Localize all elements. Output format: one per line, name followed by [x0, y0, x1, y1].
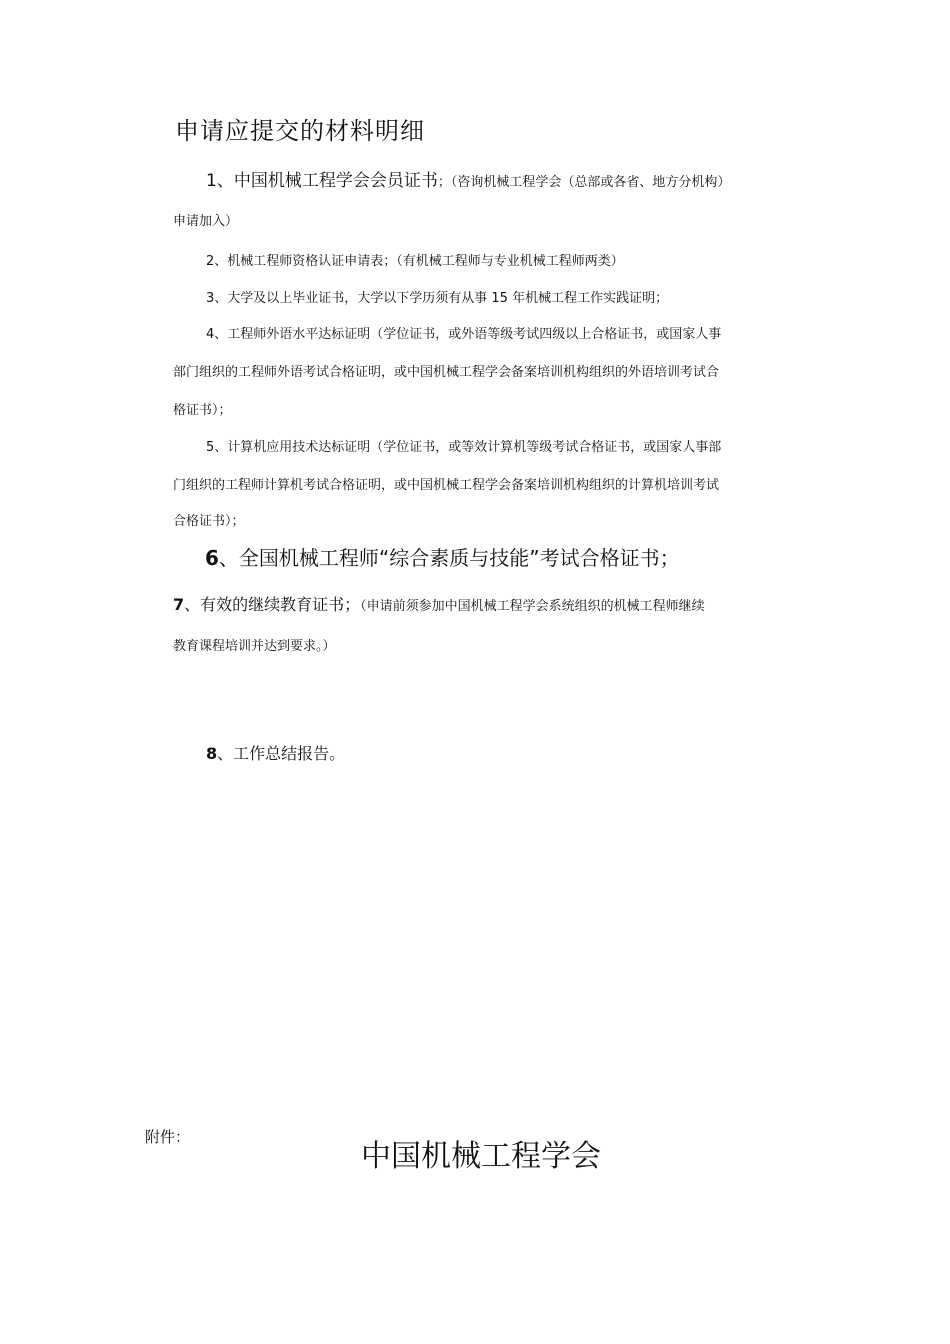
item-4-line-2: 部门组织的工程师外语考试合格证明，或中国机械工程学会备案培训机构组织的外语培训考试合 [173, 365, 720, 380]
attachment-label: 附件： [145, 1128, 191, 1146]
item-6-text: 、全国机械工程师“综合素质与技能”考试合格证书； [218, 546, 680, 570]
item-7-line-1 [173, 597, 705, 613]
item-1-note: ；（咨询机械工程学会（总部或各省、地方分机构） [437, 175, 731, 190]
item-7-line-2: 教育课程培训并达到要求。） [173, 639, 336, 654]
item-6-number: 6 [205, 546, 219, 570]
item-2-line-1: 2、机械工程师资格认证申请表；（有机械工程师与专业机械工程师两类） [206, 254, 624, 269]
item-4-line-3: 格证书）； [173, 403, 232, 418]
item-3-line-1: 3、大学及以上毕业证书，大学以下学历须有从事 15 年机械工程工作实践证明； [206, 291, 669, 306]
item-8-number: 8 [206, 744, 218, 763]
item-7-main-text: 、有效的继续教育证书； [184, 595, 361, 614]
item-5-line-1: 5、计算机应用技术达标证明（学位证书，或等效计算机等级考试合格证书，或国家人事部 [206, 440, 722, 455]
item-8-text: 、工作总结报告。 [217, 744, 346, 763]
item-4-line-1: 4、工程师外语水平达标证明（学位证书，或外语等级考试四级以上合格证书，或国家人事 [206, 327, 722, 342]
item-7-number: 7 [173, 595, 185, 614]
item-5-line-3: 合格证书）； [173, 514, 245, 529]
item-8-line-1 [206, 746, 345, 762]
page-title: 申请应提交的材料明细 [175, 117, 425, 145]
item-1-line-1 [206, 173, 730, 190]
item-5-line-2: 门组织的工程师计算机考试合格证明，或中国机械工程学会备案培训机构组织的计算机培训考试 [173, 478, 720, 493]
item-1-line-2: 申请加入） [173, 214, 239, 229]
organization-name: 中国机械工程学会 [361, 1139, 601, 1174]
item-6-line-1 [205, 548, 680, 568]
item-7-note: （申请前须参加中国机械工程学会系统组织的机械工程师继续 [360, 599, 705, 614]
item-1-main-text: 1、中国机械工程学会会员证书 [206, 171, 438, 191]
